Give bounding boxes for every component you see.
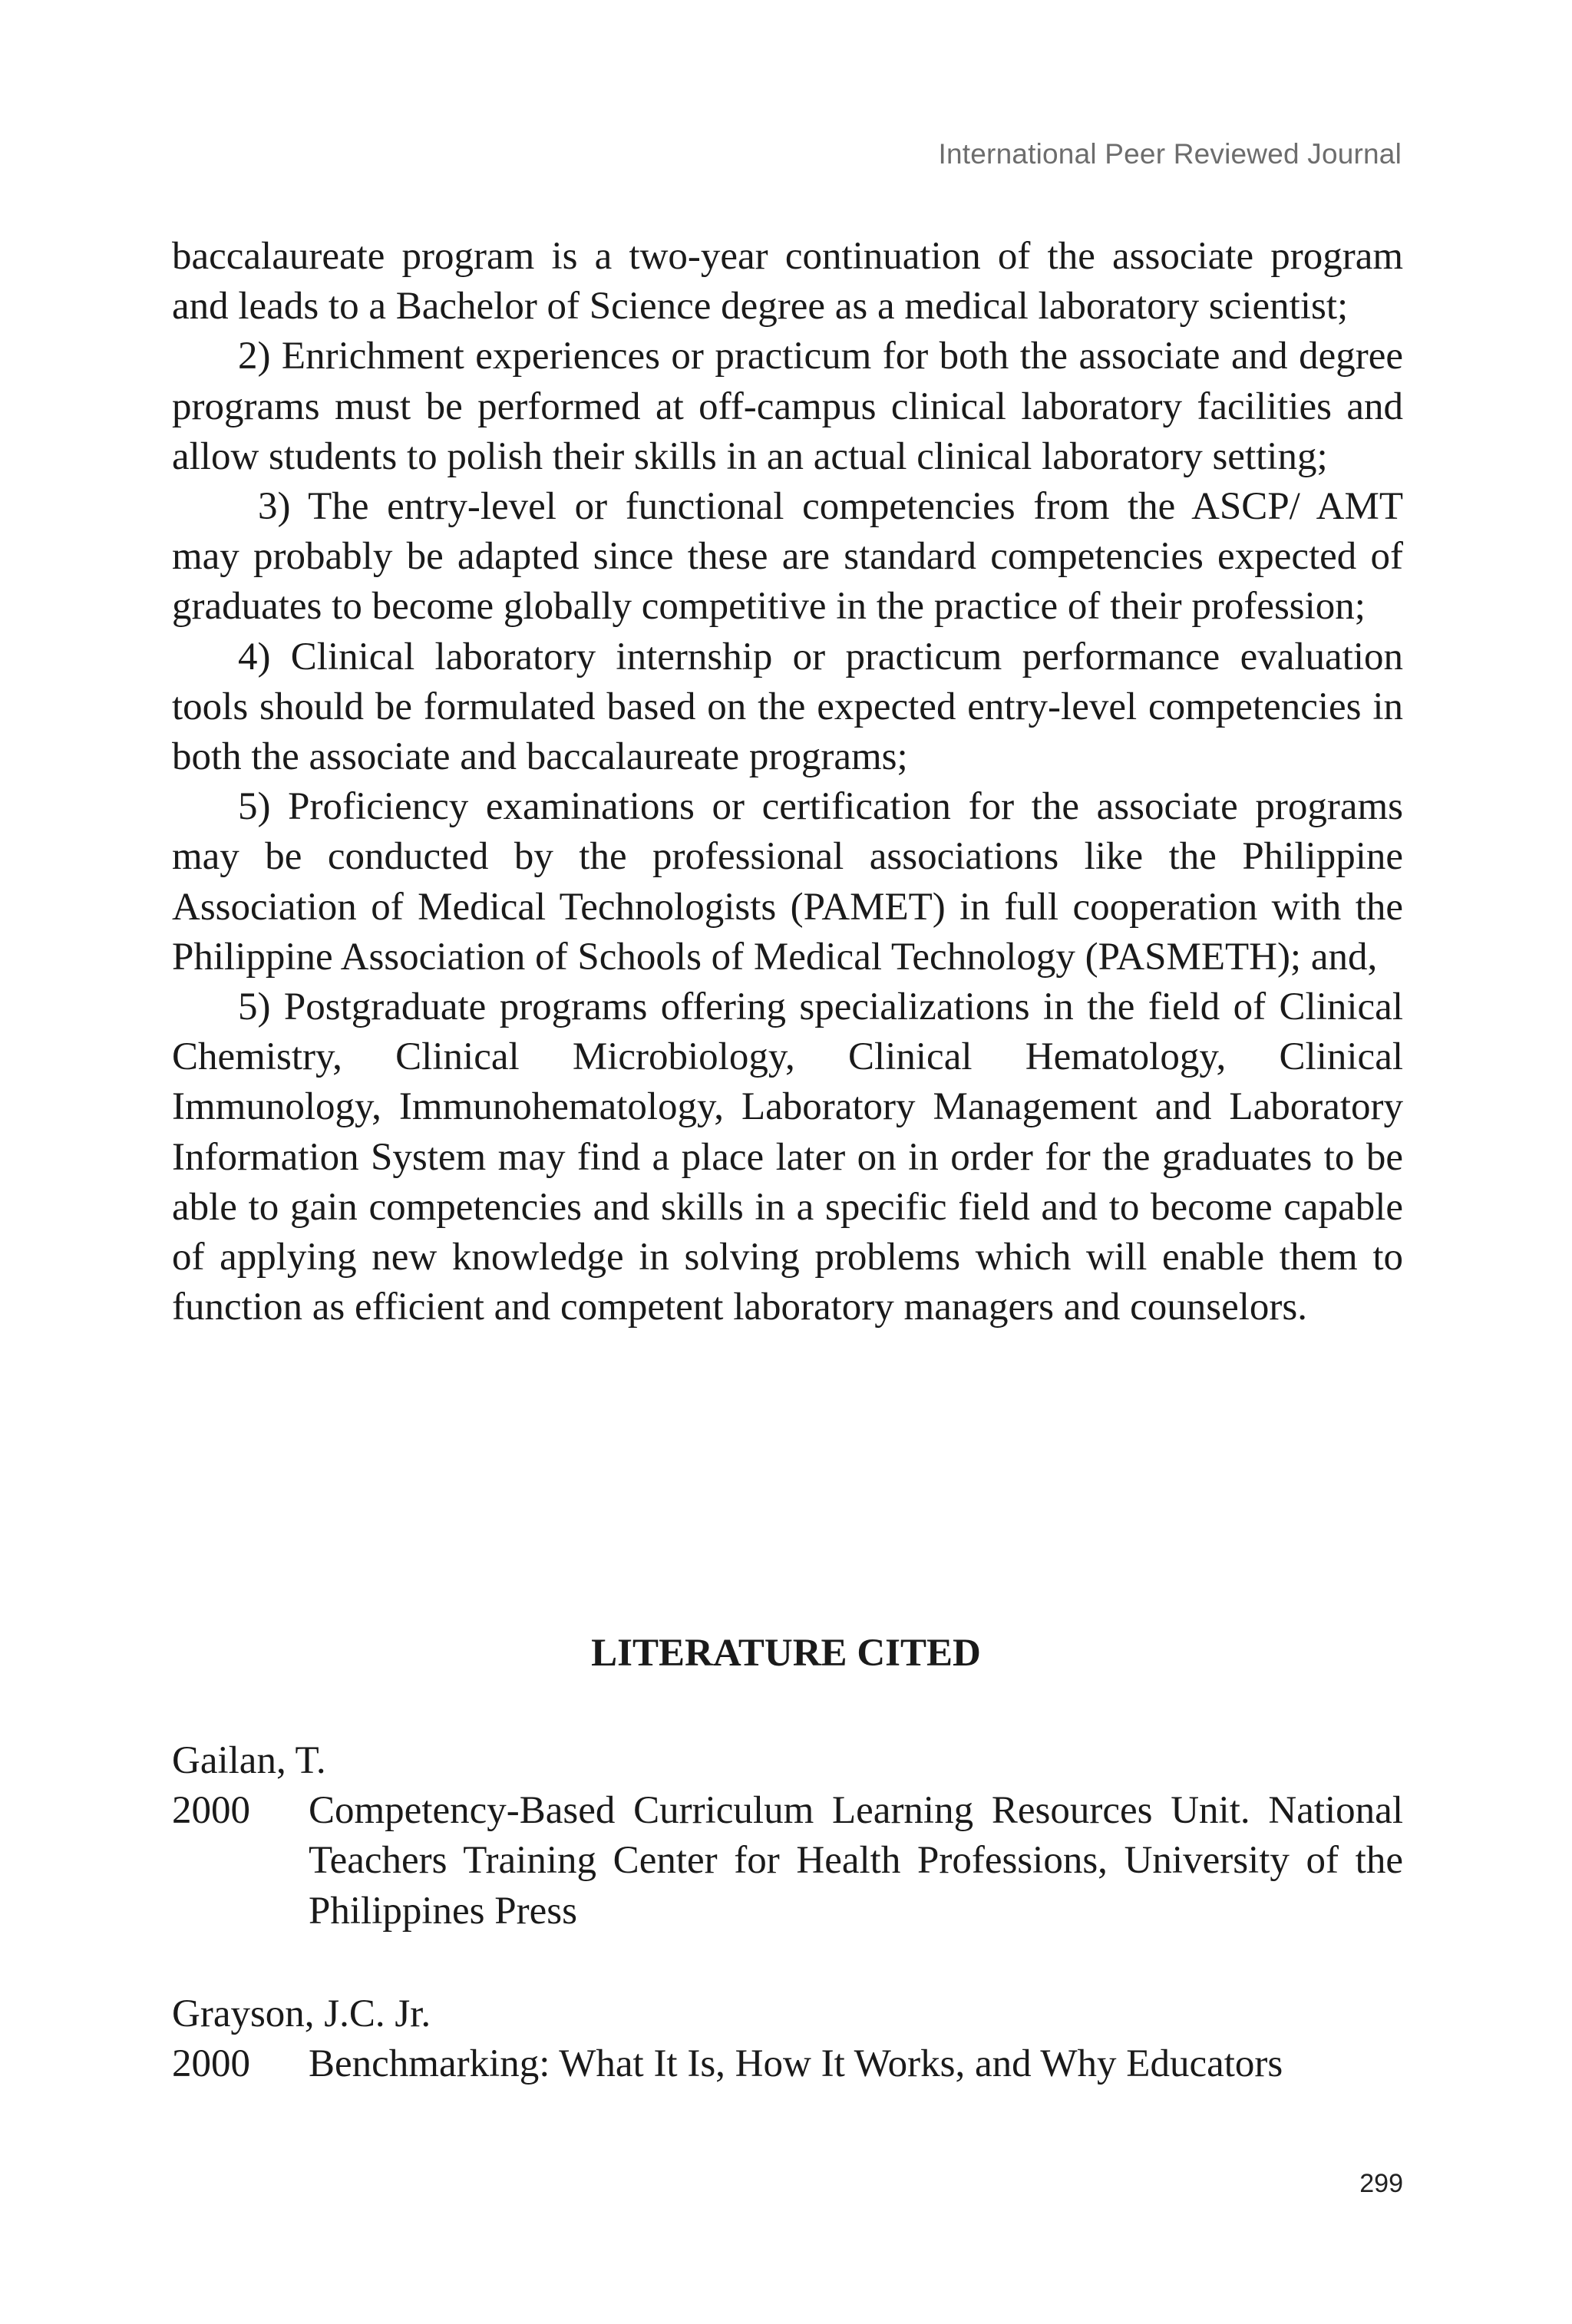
paragraph-item-2: 2) Enrichment experiences or practicum for both the associate and degree programs must be performed at off-campus clinical laboratory facilities and allow students to polish their skills in an actual clinical laboratory setting; bbox=[172, 335, 1403, 478]
paragraph-item-5a: 5) Proficiency examinations or certification for the associate programs may be conducted by the professional associations like the Philippine Association of Medical Technologists (PAMET) in full cooperation with the Philippine Association of Schools of Medical Technology (PASMETH); and, bbox=[172, 785, 1403, 979]
running-head: International Peer Reviewed Journal bbox=[938, 138, 1402, 170]
reference-title: Competency-Based Curriculum Learning Resources Unit. National Teachers Training Center for Health Professions, University of the Philippines Press bbox=[309, 1789, 1403, 1933]
paragraph-item-4: 4) Clinical laboratory internship or practicum performance evaluation tools should be formulated based on the expected entry-level competencies in both the associate and baccalaureate programs; bbox=[172, 635, 1403, 779]
reference-body bbox=[172, 2039, 1403, 2089]
paragraph-item-5b: 5) Postgraduate programs offering specializations in the field of Clinical Chemistry, Clinical Microbiology, Clinical Hematology, Clinical Immunology, Immunohematology, Laboratory Management and Laboratory Information System may find a place later on in order for the graduates to be able to gain competencies and skills in a specific field and to become capable of applying new knowledge in solving problems which will enable them to function as efficient and competent laboratory managers and counselors. bbox=[172, 985, 1403, 1329]
reference-year: 2000 bbox=[172, 1789, 250, 1833]
reference-title: Benchmarking: What It Is, How It Works, and Why Educators bbox=[309, 2042, 1283, 2086]
reference-year: 2000 bbox=[172, 2042, 250, 2086]
paragraph-item-3: 3) The entry-level or functional competencies from the ASCP/ AMT may probably be adapted since these are standard competencies expected of graduates to become globally competitive in the practice of their profession; bbox=[172, 485, 1403, 629]
reference-author: Grayson, J.C. Jr. bbox=[172, 1992, 431, 2035]
reference-body bbox=[172, 1786, 1403, 1936]
reference-author: Gailan, T. bbox=[172, 1739, 326, 1782]
body-text bbox=[172, 232, 1403, 1332]
literature-cited-heading: LITERATURE CITED bbox=[591, 1632, 981, 1675]
page-number: 299 bbox=[1359, 2169, 1403, 2198]
reference-entry bbox=[172, 1736, 1403, 1936]
paragraph-continuation: baccalaureate program is a two-year continuation of the associate program and leads to a Bachelor of Science degree as a medical laboratory scientist; bbox=[172, 235, 1403, 328]
reference-entry bbox=[172, 1989, 1403, 2089]
